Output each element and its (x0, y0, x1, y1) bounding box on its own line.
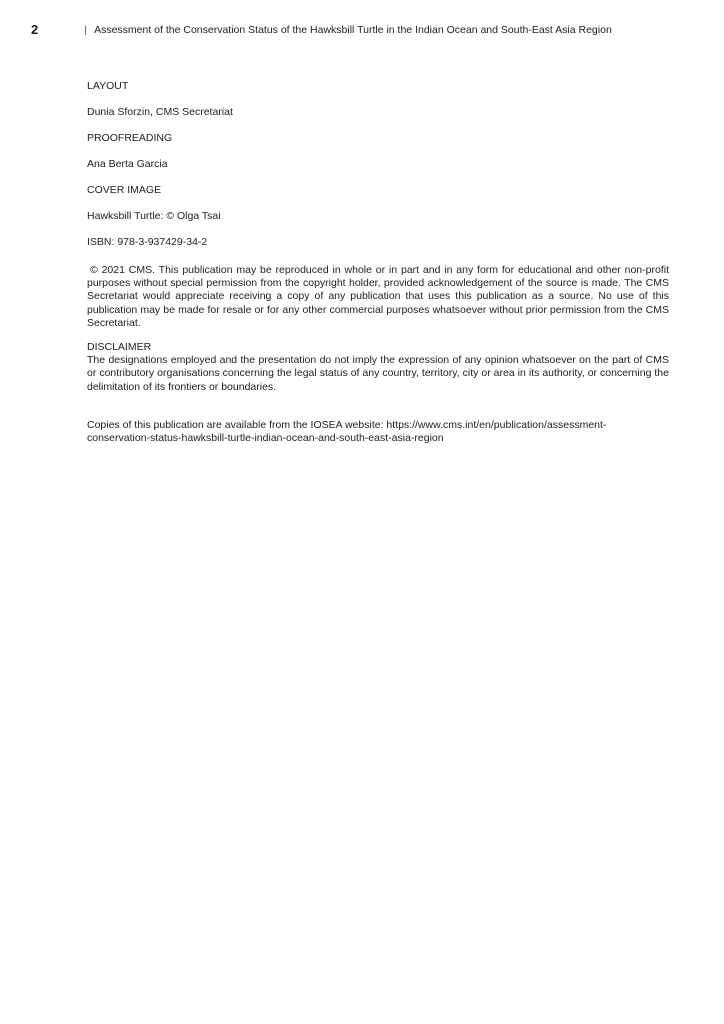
layout-label: LAYOUT (87, 80, 129, 92)
availability-notice: Copies of this publication are available from the IOSEA website: https://www.cms.int/en/publication/assessment-conservation-status-hawksbill-turtle-indian-ocean-and-south-east-asia-region (87, 418, 607, 445)
proofreading-value: Ana Berta Garcia (87, 158, 168, 170)
proofreading-label: PROOFREADING (87, 132, 173, 144)
publication-title: Assessment of the Conservation Status of the Hawksbill Turtle in the Indian Ocean and South-East Asia Region (94, 24, 612, 36)
cover-image-label: COVER IMAGE (87, 184, 162, 196)
running-header (84, 23, 612, 37)
imprint-content (87, 80, 669, 445)
layout-value: Dunia Sforzin, CMS Secretariat (87, 106, 233, 118)
disclaimer-text: The designations employed and the presentation do not imply the expression of any opinion whatsoever on the part of CMS or contributory organisations concerning the legal status of any country, territory, city or area in its authority, or concerning the delimitation of its frontiers or boundaries. (87, 354, 669, 393)
cover-image-value: Hawksbill Turtle: © Olga Tsai (87, 210, 221, 222)
disclaimer-title: DISCLAIMER (87, 341, 152, 354)
isbn: ISBN: 978-3-937429-34-2 (87, 236, 208, 248)
copyright-notice: © 2021 CMS. This publication may be reproduced in whole or in part and in any form for educational and other non-profit purposes without special permission from the copyright holder, provided acknowledgement of the source is made. The CMS Secretariat would appreciate receiving a copy of any publication that uses this publication as a source. No use of this publication may be made for resale or for any other commercial purposes whatsoever without prior permission from the CMS Secretariat. (87, 264, 669, 329)
page-number: 2 (31, 22, 39, 37)
header-separator: | (84, 24, 87, 36)
